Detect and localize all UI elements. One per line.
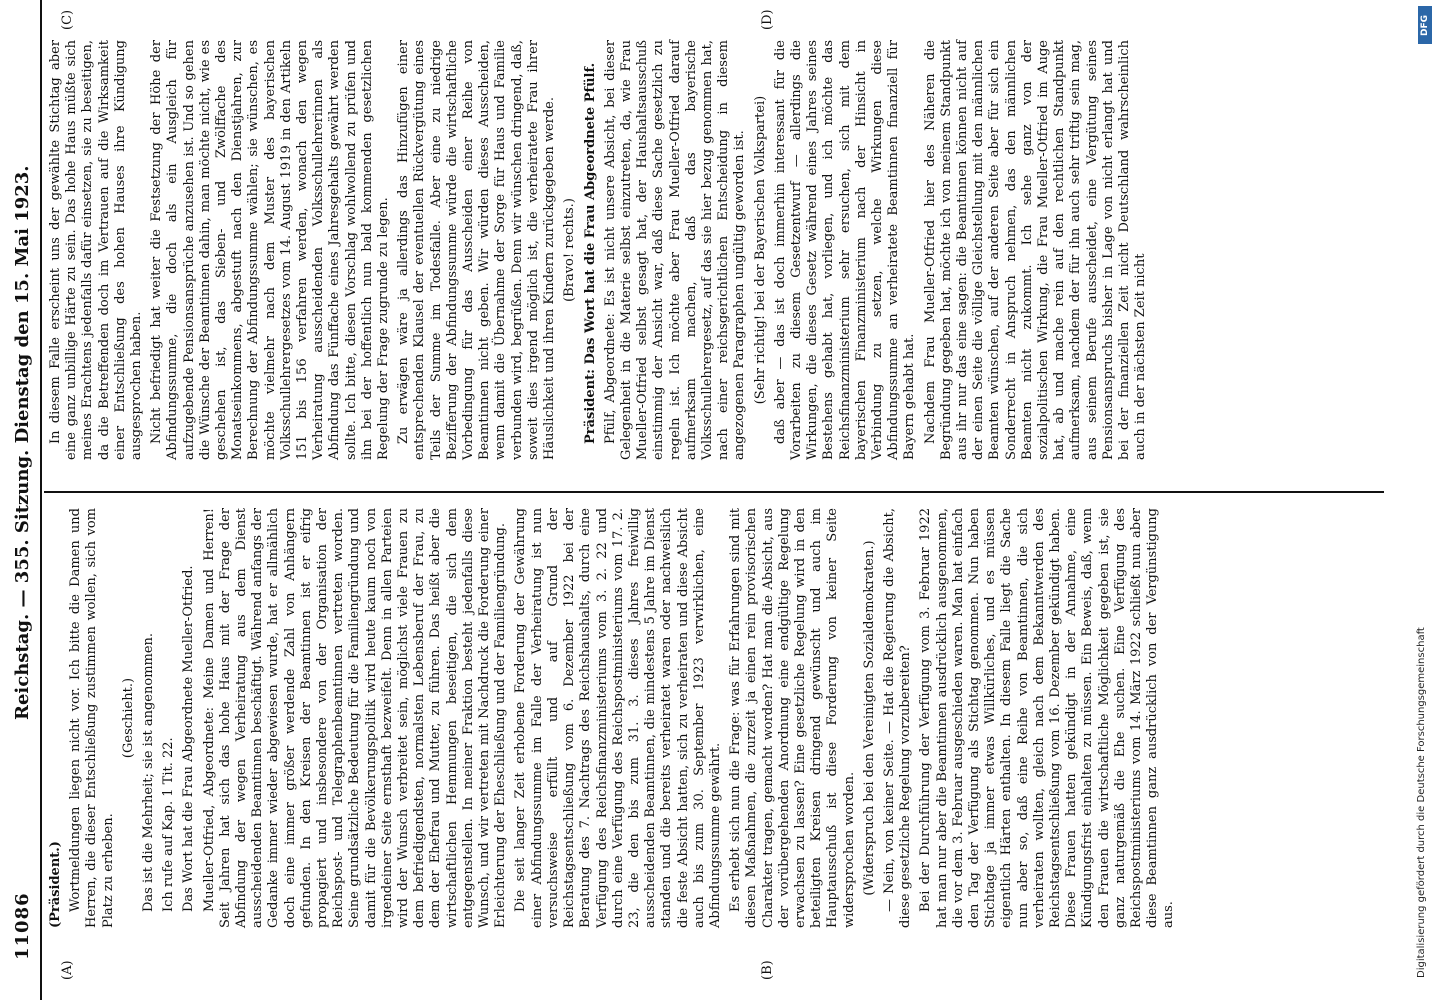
right-column [48, 40, 1153, 460]
left-column [48, 508, 1182, 928]
margin-marker-a: (A) [60, 960, 75, 980]
running-title: Reichstag. — 355. Sitzung. Dienstag den 15. Mai 1923. [12, 165, 33, 720]
dfg-logo-text: DFG [1420, 14, 1430, 36]
paragraph: Das ist die Mehrheit; sie ist angenommen. [141, 632, 157, 912]
paragraph: Nachdem Frau Mueller-Otfried hier des Näheren die Begründung gegeben hat, möchte ich von meinem Standpunkt aus ihr nur das eine sagen: die Beamtinnen können nicht auf der einen Seite die völlige Gleichstellung mit den männlichen Beamten wünschen, auf der anderen Seite aber für sich ein Sonderrecht in Anspruch nehmen, das den männlichen Beamten nicht zukommt. Ich sehe ganz von der sozialpolitischen Wirkung, die Frau Mueller-Otfried im Auge hat, ab und mache rein auf den rechtlichen Standpunkt aufmerksam, nachdem der für ihn auch sehr triftig sein mag, aus seinem Berufe ausscheidet, eine Vergütung seines Pensionsanspruchs bisher in Lage von nicht erlangt hat und bei der finanziellen Zeit nicht Deutschland wahrscheinlich auch in der nächsten Zeit nicht [922, 40, 1149, 460]
margin-marker-b: (B) [760, 960, 775, 980]
paragraph: Nicht befriedigt hat weiter die Festsetzung der Höhe der Abfindungssumme, die doch als ein Ausgleich für aufzugebende Pensionsansprüche anzusehen ist. Und so gehen die Wünsche der Beamtinnen dahin, man möchte nicht, wie es geschehen ist, das Sieben- und Zwölffache des Monatseinkommens, abgestuft nach den Dienstjahren, zur Berechnung der Abfindungssumme wählen; sie wünschen, es möchte vielmehr nach dem Muster des bayerischen Volksschullehrergesetzes vom 14. August 1919 in den Artikeln 151 bis 156 verfahren werden, wonach den wegen Verheiratung ausscheidenden Volksschullehrerinnen als Abfindung das Fünffache eines Jahresgehalts gewährt werden sollte. Ich bitte, diesen Vorschlag wohlwollend zu prüfen und ihn bei der hoffentlich nun bald kommenden gesetzlichen Regelung der Frage zugrunde zu legen. [149, 40, 392, 460]
page-number: 11086 [12, 892, 33, 960]
column-rule [44, 491, 1384, 493]
paragraph: Pfülf, Abgeordnete: Es ist nicht unsere Absicht, bei dieser Gelegenheit in die Materie selbst einzutreten, da, wie Frau Mueller-Otfried selbst gesagt hat, der Haushaltsausschuß einstimmig der Ansicht war, daß diese Sache gesetzlich zu regeln ist. Ich möchte aber Frau Mueller-Otfried darauf aufmerksam machen, daß das bayerische Volksschullehrergesetz, auf das sie hier bezug genommen hat, nach einer reichsgerichtlichen Entscheidung in diesem angezogenen Paragraphen ungültig geworden ist. [602, 40, 748, 460]
paragraph: Ich rufe auf Kap. 1 Tit. 22. [161, 737, 177, 912]
stage-direction: (Sehr richtig! bei der Bayerischen Volkspartei) [752, 95, 768, 405]
paragraph: Es erhebt sich nun die Frage: was für Erfahrungen sind mit diesen Maßnahmen, die zurzeit ja einen rein provisorischen Charakter tragen, gemacht worden? Hat man die Absicht, aus der vorübergehenden Anordnung eine endgültige Regelung erwachsen zu lassen? Eine gesetzliche Regelung wird in den beteiligten Kreisen dringend gewünscht und auch im Hauptausschuß ist diese Forderung von keiner Seite widersprochen worden. [728, 508, 857, 928]
margin-marker-c: (C) [60, 9, 75, 30]
page-header [0, 0, 42, 1000]
paragraph: Bei der Durchführung der Verfügung vom 3. Februar 1922 hat man nur aber die Beamtinnen ausdrücklich ausgenommen, die vor dem 3. Februar ausgeschieden waren. Man hat einfach den Tag der Verfügung als Stichtag genommen. Nun haben Stichtage ja immer etwas Willkürliches, und es müssen eigentlich Härten enthalten. In diesem Falle liegt die Sache nun aber so, daß eine Reihe von Beamtinnen, die sich verheiraten wollten, gleich nach dem Bekanntwerden des Reichstagsentschließung vom 16. Dezember gekündigt haben. Diese Frauen hatten gekündigt in der Annahme, eine Kündigungsfrist einhalten zu müssen. Ein Beweis, daß, wenn den Frauen die wirtschaftliche Möglichkeit gegeben ist, sie ganz naturgemäß die Ehe suchen. Eine Verfügung des Reichspostministeriums vom 14. März 1922 schließt nun aber diese Beamtinnen ganz ausdrücklich von der Vergünstigung aus. [918, 508, 1177, 928]
stage-direction: (Bravo! rechts.) [562, 198, 578, 302]
paragraph: Die seit langer Zeit erhobene Forderung der Gewährung einer Abfindungssumme im Falle der Verheiratung ist nun versuchsweise erfüllt und auf Grund der Reichstagsentschließung vom 6. Dezember 1922 bei der Beratung des 7. Nachtrags des Reichshaushalts, durch eine Verfügung des Reichsfinanzministeriums vom 3. 2. 22 und durch eine Verfügung des Reichspostministeriums vom 17. 2. 23, die den bis zum 31. 3. dieses Jahres freiwillig ausscheidenden Beamtinnen, die mindestens 5 Jahre im Dienst standen und die bereits verheiratet waren oder nachweislich die feste Absicht hatten, sich zu verheiraten und diese Absicht auch bis zum 30. September 1923 verwirklichen, eine Abfindungssumme gewährt. [513, 508, 723, 928]
speaker-line: Präsident: Das Wort hat die Frau Abgeordnete Pfülf. [582, 62, 598, 444]
paragraph: Wortmeldungen liegen nicht vor. Ich bitte die Damen und Herren, die dieser Entschließung zustimmen wollen, sich vom Platz zu erheben. [68, 508, 116, 928]
margin-marker-d: (D) [760, 9, 775, 30]
paragraph: Mueller-Otfried, Abgeordnete: Meine Damen und Herren! Seit Jahren hat sich das hohe Haus mit der Frage der Abfindung der wegen Verheiratung aus dem Dienst ausscheidenden Beamtinnen beschäftigt. Während anfangs der Gedanke immer wieder abgewiesen wurde, hat er allmählich doch eine immer größer werdende Zahl von Anhängern gefunden. In den Kreisen der Beamtinnen ist er eifrig propagiert und insbesondere von der Organisation der Reichspost- und Telegraphenbeamtinnen vertreten worden. Seine grundsätzliche Bedeutung für die Familiengründung und damit für die Bevölkerungspolitik wird heute kaum noch von irgendeiner Seite ernsthaft bezweifelt. Denn in allen Parteien wird der Wunsch verbreitet sein, möglichst viele Frauen zu dem befriedigendsten, normalsten Lebensberuf der Frau, zu dem der Ehefrau und Mutter, zu führen. Das heißt aber die wirtschaftlichen Hemmungen beseitigen, die sich dem entgegenstellen. In meiner Fraktion besteht jedenfalls diese Wunsch, und wir vertreten mit Nachdruck die Forderung einer Erleichterung der Eheschließung und der Familiengründung. [201, 508, 509, 928]
paragraph: daß aber — das ist doch immerhin interessant für die Vorarbeiten zu diesem Gesetzentwurf — allerdings die Wirkungen, die dieses Gesetz während eines Jahres seines Bestehens gehabt hat, vorliegen, und ich möchte das Reichsfinanzministerium sehr ersuchen, sich mit dem bayerischen Finanzministerium nach der Hinsicht in Verbindung zu setzen, welche Wirkungen diese Abfindungssumme an verheiratete Beamtinnen finanziell für Bayern gehabt hat. [772, 40, 918, 460]
paragraph: Das Wort hat die Frau Abgeordnete Mueller-Otfried. [181, 565, 197, 912]
stage-direction: (Geschieht.) [120, 677, 136, 759]
paragraph: In diesem Falle erscheint uns der gewählte Stichtag aber eine ganz unbillige Härte zu sein. Das hohe Haus müßte sich meines Erachtens jedenfalls dafür einsetzen, sie zu beseitigen, da die Betreffenden doch im Vertrauen auf die Wirksamkeit einer Entschließung des hohen Hauses ihre Kündigung ausgesprochen haben. [48, 40, 145, 460]
speaker-note: (Präsident.) [48, 841, 63, 928]
credit-text: Digitalisierung gefördert durch die Deutsche Forschungsgemeinschaft [1416, 627, 1427, 978]
paragraph: Zu erwägen wäre ja allerdings das Hinzufügen einer entsprechenden Klausel der eventuellen Rückvergütung eines Teils der Summe im Todesfalle. Aber eine zu niedrige Bezifferung der Abfindungssumme würde die wirtschaftliche Vorbedingung für das Ausscheiden einer Reihe von Beamtinnen nicht geben. Wir würden dieses Ausscheiden, wenn damit die Übernahme der Sorge für Haus und Familie verbunden wird, begrüßen. Denn wir wünschen dringend, daß, soweit dies irgend möglich ist, die verheiratete Frau ihrer Häuslichkeit und ihren Kindern zurückgegeben werde. [396, 40, 558, 460]
paragraph: — Nein, von keiner Seite. — Hat die Regierung die Absicht, diese gesetzliche Regelung vorzubereiten? [881, 508, 914, 928]
digitization-credit [1414, 18, 1434, 998]
stage-direction: (Widerspruch bei den Vereinigten Sozialdemokraten.) [861, 540, 877, 896]
